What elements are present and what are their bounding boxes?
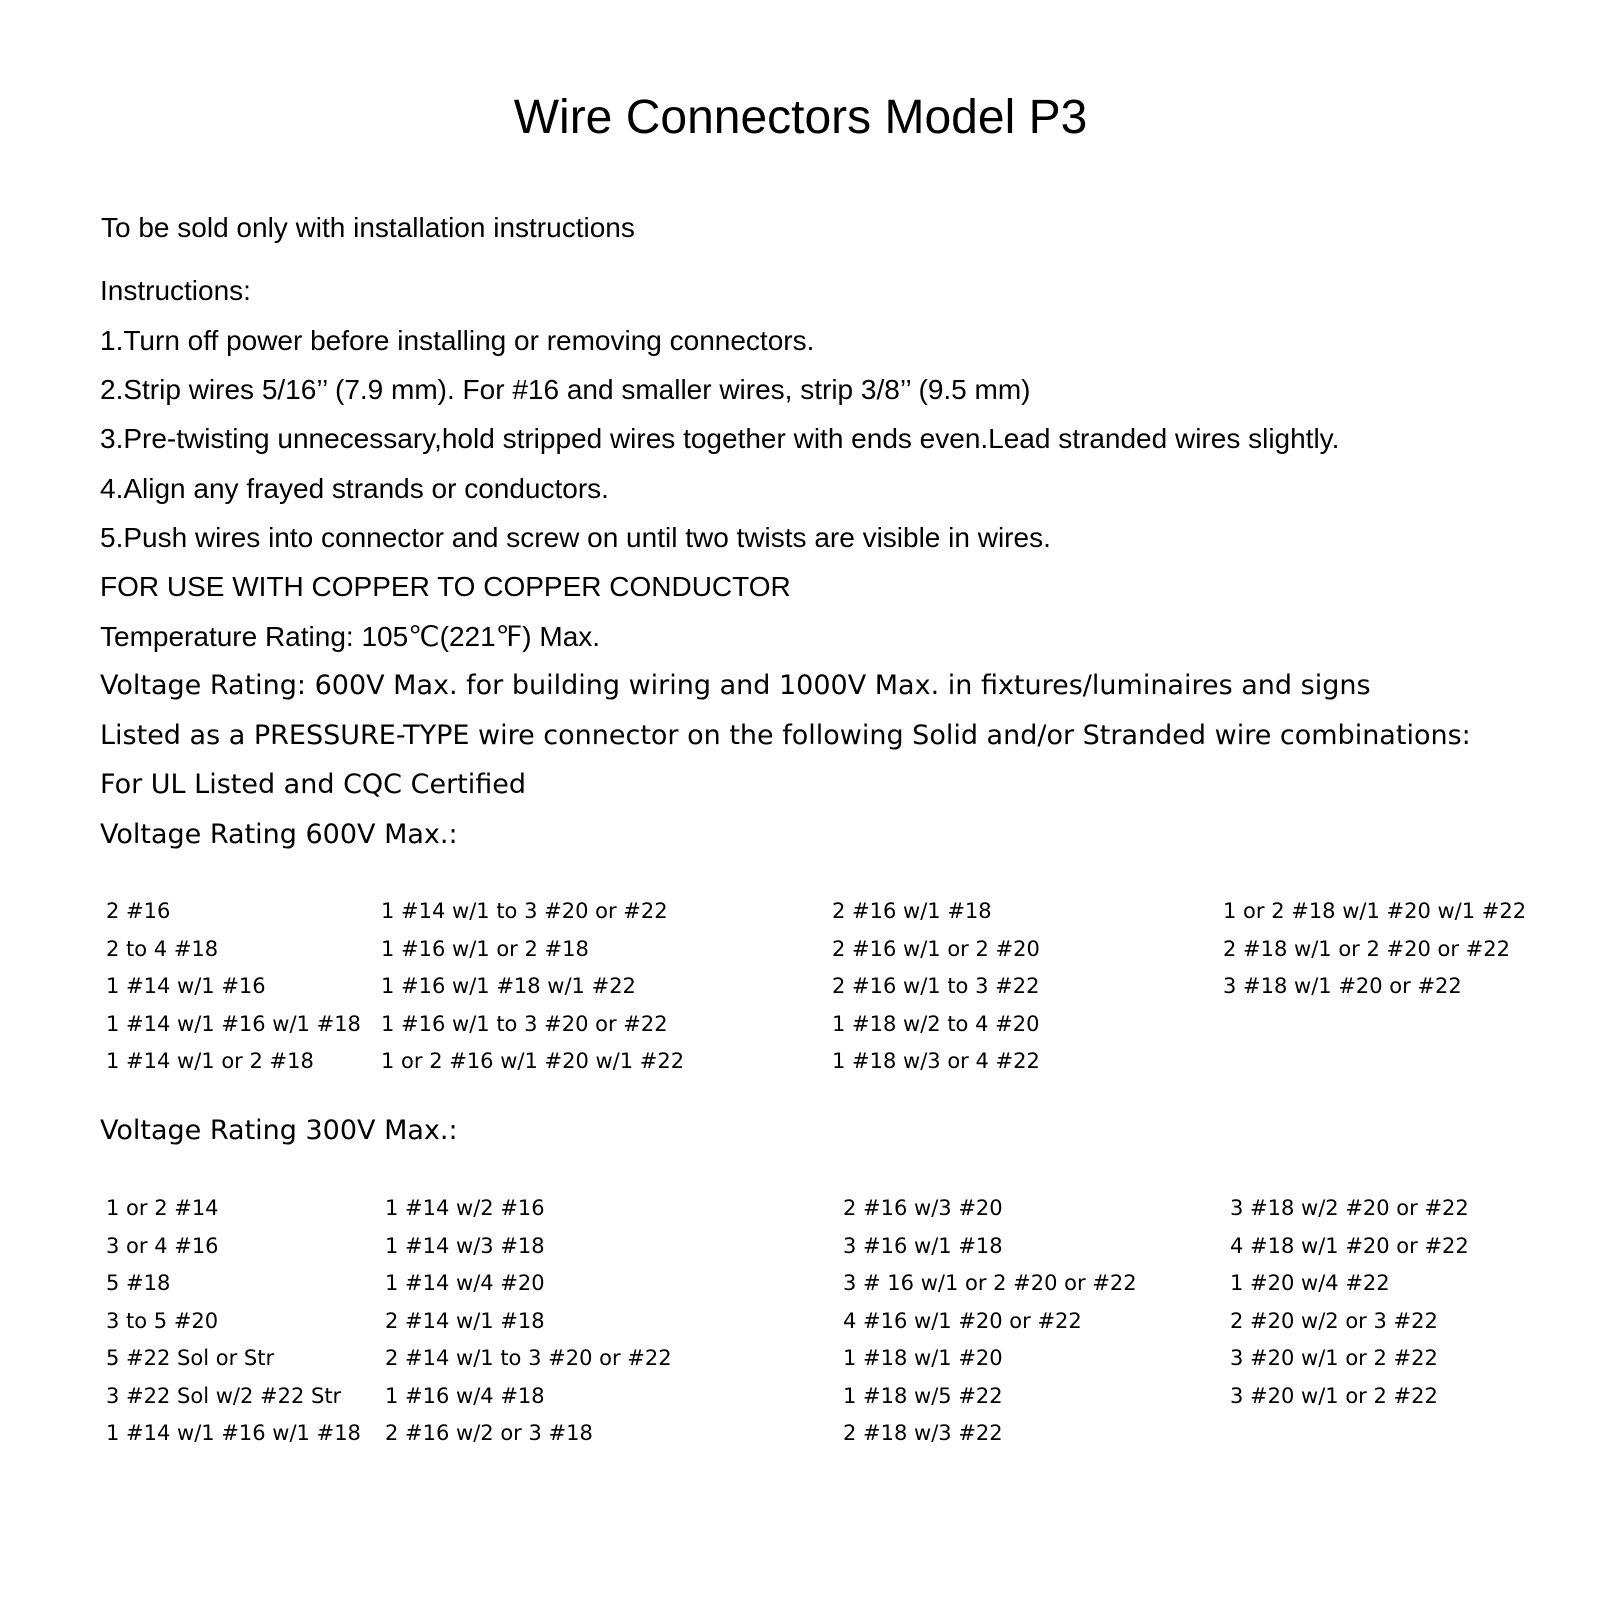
wire-combination: 2 #16 w/3 #20 (843, 1196, 1003, 1220)
instruction-step-5: 5.Push wires into connector and screw on until two twists are visible in wires. (100, 522, 1051, 553)
wire-combination: 2 #18 w/3 #22 (843, 1421, 1003, 1445)
wire-combination: 1 #14 w/1 to 3 #20 or #22 (381, 899, 668, 923)
wire-combination: 1 #14 w/1 #16 w/1 #18 (106, 1011, 361, 1036)
page-title: Wire Connectors Model P3 (513, 91, 1088, 144)
wire-combination: 1 #14 w/1 #16 (106, 974, 266, 998)
wire-combination: 5 #18 (106, 1271, 171, 1295)
wire-combination: 1 #14 w/1 #16 w/1 #18 (106, 1421, 361, 1445)
wire-combination: 1 #14 w/2 #16 (385, 1196, 545, 1220)
wire-combination: 1 #16 w/1 to 3 #20 or #22 (381, 1011, 668, 1036)
wire-combination: 1 #16 w/4 #18 (385, 1383, 545, 1408)
wire-combination: 1 #14 w/1 or 2 #18 (106, 1049, 314, 1073)
wire-combination: 3 or 4 #16 (106, 1233, 219, 1258)
wire-combination: 3 #16 w/1 #18 (843, 1233, 1003, 1258)
wire-combination: 1 or 2 #14 (106, 1196, 219, 1220)
wire-combination: 3 to 5 #20 (106, 1308, 219, 1333)
temperature-rating: Temperature Rating: 105℃(221℉) Max. (100, 621, 601, 652)
wire-combination: 1 #14 w/4 #20 (385, 1271, 545, 1295)
wire-combination: 2 #20 w/2 or 3 #22 (1230, 1308, 1438, 1333)
wire-combination: 1 #18 w/2 to 4 #20 (832, 1011, 1040, 1036)
voltage-rating: Voltage Rating: 600V Max. for building wiring and 1000V Max. in fixtures/luminaires and signs (100, 670, 1371, 701)
wire-combination: 3 #20 w/1 or 2 #22 (1230, 1346, 1438, 1370)
wire-combination: 3 #22 Sol w/2 #22 Str (106, 1383, 342, 1408)
instructions-heading: Instructions: (100, 275, 251, 306)
wire-combination: 2 #16 (106, 899, 171, 923)
wire-combination: 4 #18 w/1 #20 or #22 (1230, 1233, 1469, 1258)
wire-combination: 3 #18 w/2 #20 or #22 (1230, 1196, 1469, 1220)
wire-combination: 2 #14 w/1 #18 (385, 1308, 545, 1333)
wire-combination: 2 #16 w/2 or 3 #18 (385, 1421, 593, 1445)
wire-combination: 2 #16 w/1 or 2 #20 (832, 936, 1040, 961)
wire-combination: 3 #18 w/1 #20 or #22 (1223, 974, 1462, 998)
wire-combination: 4 #16 w/1 #20 or #22 (843, 1308, 1082, 1333)
wire-combination: 1 #14 w/3 #18 (385, 1233, 545, 1258)
wire-combination: 5 #22 Sol or Str (106, 1346, 275, 1370)
wire-combination: 1 or 2 #16 w/1 #20 w/1 #22 (381, 1049, 685, 1073)
wire-combination: 3 # 16 w/1 or 2 #20 or #22 (843, 1271, 1137, 1295)
wire-combination: 2 #14 w/1 to 3 #20 or #22 (385, 1346, 672, 1370)
wire-combination: 2 #18 w/1 or 2 #20 or #22 (1223, 936, 1510, 961)
listed-note: Listed as a PRESSURE-TYPE wire connector on the following Solid and/or Stranded wire combinations: (100, 720, 1471, 751)
sold-note: To be sold only with installation instructions (101, 212, 635, 243)
wire-combination: 3 #20 w/1 or 2 #22 (1230, 1383, 1438, 1408)
wire-combination: 2 to 4 #18 (106, 936, 219, 961)
wire-combination: 1 #18 w/1 #20 (843, 1346, 1003, 1370)
wire-combination: 1 #20 w/4 #22 (1230, 1271, 1390, 1295)
wire-combination: 1 #16 w/1 #18 w/1 #22 (381, 974, 636, 998)
wire-combination: 1 or 2 #18 w/1 #20 w/1 #22 (1223, 899, 1527, 923)
wire-combination: 2 #16 w/1 to 3 #22 (832, 974, 1040, 998)
table-600-heading: Voltage Rating 600V Max.: (100, 819, 458, 850)
wire-combination: 1 #18 w/3 or 4 #22 (832, 1049, 1040, 1073)
copper-note: FOR USE WITH COPPER TO COPPER CONDUCTOR (100, 571, 791, 602)
instruction-step-3: 3.Pre-twisting unnecessary,hold stripped wires together with ends even.Lead stranded wires slightly. (100, 423, 1340, 454)
wire-combination: 2 #16 w/1 #18 (832, 899, 992, 923)
instruction-step-2: 2.Strip wires 5/16’’ (7.9 mm). For #16 and smaller wires, strip 3/8’’ (9.5 mm) (100, 374, 1031, 405)
wire-combination: 1 #18 w/5 #22 (843, 1383, 1003, 1408)
wire-combination: 1 #16 w/1 or 2 #18 (381, 936, 589, 961)
certification-note: For UL Listed and CQC Certified (100, 769, 527, 800)
instruction-step-1: 1.Turn off power before installing or removing connectors. (100, 325, 815, 356)
instruction-step-4: 4.Align any frayed strands or conductors. (100, 473, 609, 504)
table-300-heading: Voltage Rating 300V Max.: (100, 1115, 458, 1146)
